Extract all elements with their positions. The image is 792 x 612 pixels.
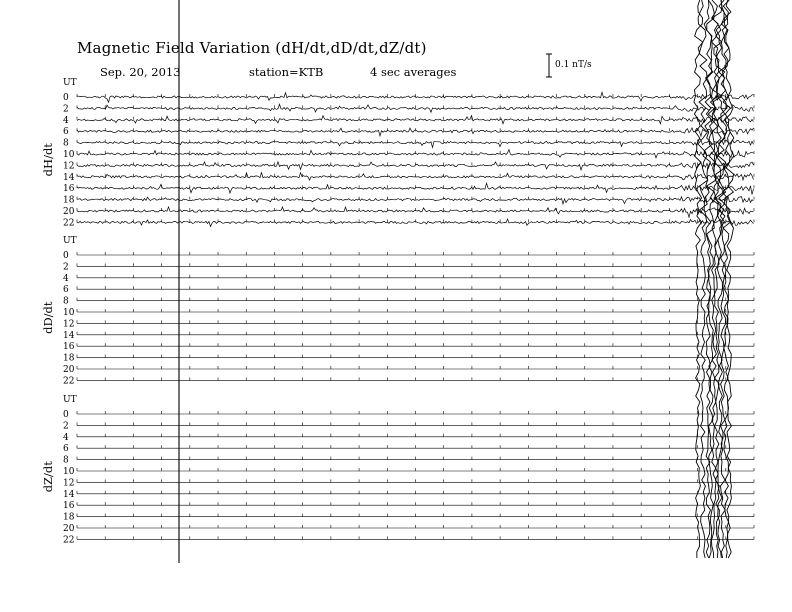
panel-dD-dt: [41, 236, 754, 386]
ut-label: UT: [63, 395, 77, 405]
hour-label: 8: [63, 138, 69, 149]
panel-axis-label: dD/dt: [41, 301, 55, 334]
hour-label: 22: [63, 535, 75, 546]
panel-dZ-dt: [41, 395, 754, 545]
hour-label: 18: [63, 512, 75, 523]
hour-label: 10: [63, 150, 75, 160]
scale-bar-group: [546, 54, 552, 77]
hour-label: 20: [63, 365, 75, 375]
panel-axis-label: dH/dt: [41, 143, 55, 177]
spike-bundle: [694, 0, 734, 558]
date-label: Sep. 20, 2013: [100, 65, 181, 79]
hour-label: 2: [63, 421, 69, 432]
ut-label: UT: [63, 236, 77, 246]
hour-label: 4: [63, 273, 69, 284]
hour-label: 8: [63, 296, 69, 307]
scale-bar-label: 0.1 nT/s: [555, 60, 592, 70]
panel-dH-dt: [41, 78, 754, 228]
hour-label: 18: [63, 195, 75, 206]
hour-label: 0: [63, 251, 69, 261]
averaging-label: 4 sec averages: [370, 65, 457, 79]
hour-label: 10: [63, 467, 75, 477]
spike-trace: [694, 0, 703, 558]
hour-label: 20: [63, 207, 75, 217]
hour-label: 12: [63, 161, 75, 172]
panels-group: [41, 78, 754, 545]
hour-label: 6: [63, 127, 69, 138]
hour-label: 8: [63, 455, 69, 466]
hour-label: 2: [63, 104, 69, 115]
panel-axis-label: dZ/dt: [41, 461, 55, 493]
hour-label: 16: [63, 184, 75, 195]
hour-label: 16: [63, 342, 75, 353]
hour-label: 12: [63, 478, 75, 489]
hour-label: 0: [63, 410, 69, 420]
hour-label: 0: [63, 93, 69, 103]
hour-label: 6: [63, 285, 69, 296]
hour-label: 18: [63, 353, 75, 364]
hour-label: 4: [63, 432, 69, 443]
hour-label: 12: [63, 319, 75, 330]
hour-label: 14: [63, 330, 75, 341]
hour-label: 22: [63, 376, 75, 387]
hour-label: 14: [63, 172, 75, 183]
hour-label: 22: [63, 218, 75, 229]
ut-label: UT: [63, 78, 77, 88]
hour-label: 4: [63, 115, 69, 126]
hour-label: 16: [63, 501, 75, 512]
station-label: station=KTB: [249, 65, 324, 79]
chart-title: Magnetic Field Variation (dH/dt,dD/dt,dZ/dt): [77, 39, 427, 57]
hour-label: 6: [63, 444, 69, 455]
hour-label: 10: [63, 308, 75, 318]
hour-label: 2: [63, 262, 69, 273]
hour-label: 20: [63, 524, 75, 534]
hour-label: 14: [63, 489, 75, 500]
